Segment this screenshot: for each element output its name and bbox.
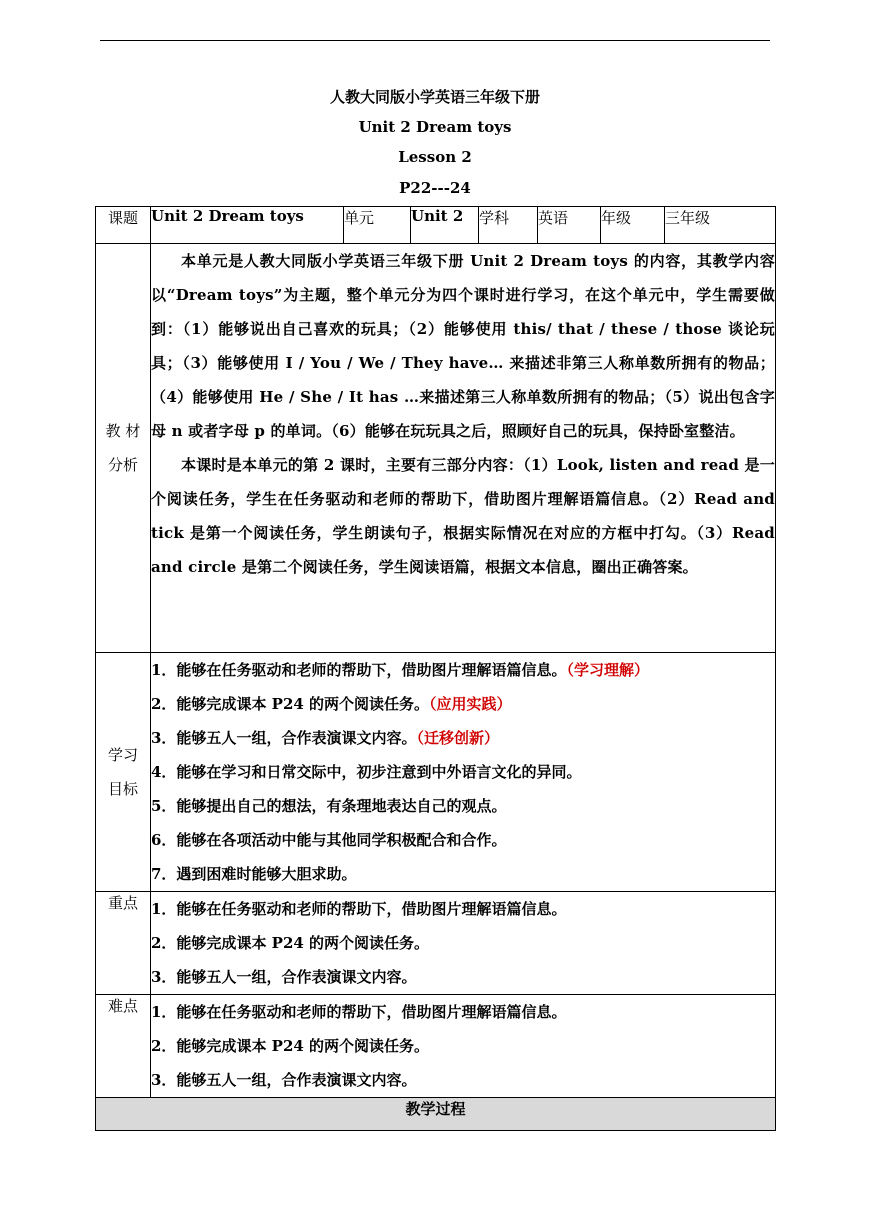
- lesson-title: Lesson 2: [398, 148, 472, 166]
- objective-text: 7．遇到困难时能够大胆求助。: [151, 865, 357, 883]
- objectives-label-line2: 目标: [107, 780, 138, 798]
- key-points-row: [96, 892, 776, 995]
- key-point-item: 1．能够在任务驱动和老师的帮助下，借助图片理解语篇信息。: [151, 900, 567, 918]
- difficult-point-item: 3．能够五人一组，合作表演课文内容。: [151, 1071, 417, 1089]
- objective-text: 1．能够在任务驱动和老师的帮助下，借助图片理解语篇信息。: [151, 661, 567, 679]
- difficult-point-item: 2．能够完成课本 P24 的两个阅读任务。: [151, 1037, 430, 1055]
- difficult-points-row: [96, 995, 776, 1098]
- objective-text: 3．能够五人一组，合作表演课文内容。: [151, 729, 417, 747]
- key-points-label: 重点: [96, 892, 151, 995]
- lesson-plan-table: [95, 206, 776, 1131]
- difficult-point-item: 1．能够在任务驱动和老师的帮助下，借助图片理解语篇信息。: [151, 1003, 567, 1021]
- topic-value: Unit 2 Dream toys: [151, 207, 344, 244]
- objectives-row: [96, 653, 776, 892]
- unit-label: 单元: [344, 207, 411, 244]
- analysis-content: [151, 244, 776, 653]
- unit-value: Unit 2: [411, 207, 479, 244]
- doc-title: 人教大同版小学英语三年级下册: [329, 88, 540, 106]
- objective-item: [151, 857, 775, 891]
- objective-text: 2．能够完成课本 P24 的两个阅读任务。: [151, 695, 430, 713]
- objective-tag: （应用实践）: [429, 695, 512, 713]
- analysis-para-1: 本单元是人教大同版小学英语三年级下册 Unit 2 Dream toys 的内容，其教学内容以“Dream toys”为主题，整个单元分为四个课时进行学习，在这个单元中，学生需要做到：（1）能够说出自己喜欢的玩具；（2）能够使用 this/ that / these / those 谈论玩具；（3）能够使用 I / You / We / They have… 来描述非第三人称单数所拥有的物品；（4）能够使用 He / She / It has …来描述第三人称单数所拥有的物品；（5）说出包含字母 n 或者字母 p 的单词。（6）能够在玩玩具之后，照顾好自己的玩具，保持卧室整洁。: [151, 252, 775, 440]
- objective-item: [151, 687, 775, 721]
- difficult-points-label: 难点: [96, 995, 151, 1098]
- info-row: [96, 207, 776, 244]
- subject-label: 学科: [479, 207, 538, 244]
- unit-title: Unit 2 Dream toys: [358, 118, 512, 136]
- analysis-para-2: 本课时是本单元的第 2 课时，主要有三部分内容：（1）Look, listen and read 是一个阅读任务，学生在任务驱动和老师的帮助下，借助图片理解语篇信息。（2）Read and tick 是第一个阅读任务，学生朗读句子，根据实际情况在对应的方框中打勾。（3）Read and circle 是第二个阅读任务，学生阅读语篇，根据文本信息，圈出正确答案。: [151, 456, 775, 576]
- analysis-label-line2: 分析: [107, 456, 138, 474]
- objective-tag: （迁移创新）: [416, 729, 499, 747]
- process-title: 教学过程: [96, 1098, 776, 1131]
- process-header-row: [96, 1098, 776, 1131]
- objective-item: [151, 721, 775, 755]
- objective-item: [151, 823, 775, 857]
- objectives-list: [151, 653, 776, 892]
- analysis-label: [96, 244, 151, 653]
- objective-tag: （学习理解）: [566, 661, 649, 679]
- objectives-label-line1: 学习: [107, 746, 138, 764]
- objective-text: 6．能够在各项活动中能与其他同学积极配合和合作。: [151, 831, 507, 849]
- objectives-label: [96, 653, 151, 892]
- objective-item: [151, 789, 775, 823]
- analysis-row: [96, 244, 776, 653]
- objective-text: 5．能够提出自己的想法，有条理地表达自己的观点。: [151, 797, 507, 815]
- key-point-item: 3．能够五人一组，合作表演课文内容。: [151, 968, 417, 986]
- key-point-item: 2．能够完成课本 P24 的两个阅读任务。: [151, 934, 430, 952]
- header-rule: [100, 40, 770, 41]
- key-points-list: [151, 892, 776, 995]
- objective-item: [151, 653, 775, 687]
- grade-value: 三年级: [665, 207, 776, 244]
- objective-item: [151, 755, 775, 789]
- analysis-label-line1: 教 材: [105, 422, 141, 440]
- topic-label: 课题: [96, 207, 151, 244]
- subject-value: 英语: [538, 207, 601, 244]
- objective-text: 4．能够在学习和日常交际中，初步注意到中外语言文化的异同。: [151, 763, 582, 781]
- grade-label: 年级: [601, 207, 665, 244]
- difficult-points-list: [151, 995, 776, 1098]
- page-range: P22---24: [399, 179, 471, 197]
